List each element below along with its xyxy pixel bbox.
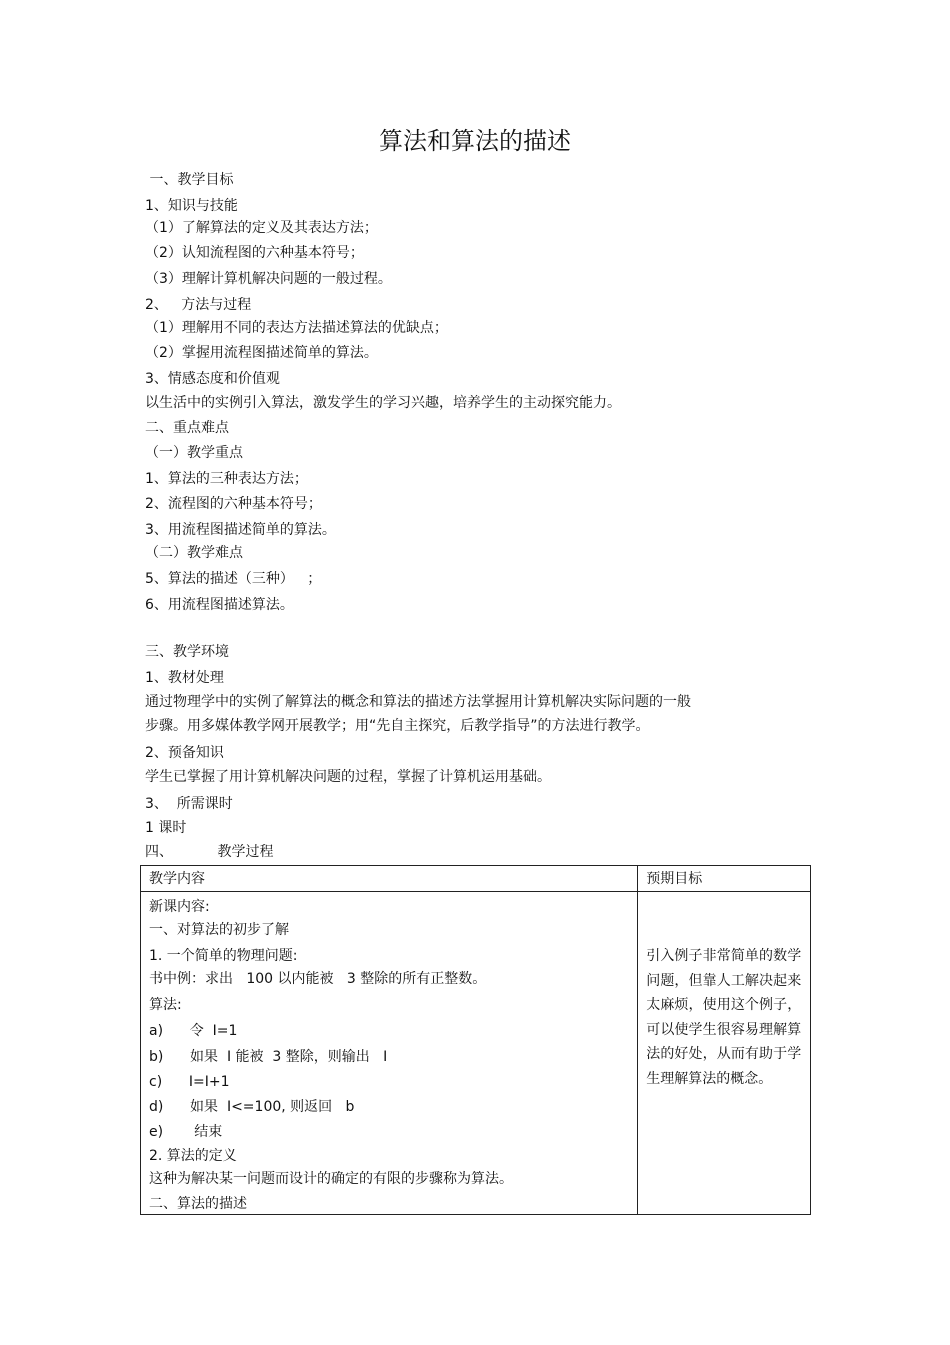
subheading-teaching-focus: （一）教学重点 [145,445,243,461]
list-item: （1）理解用不同的表达方法描述算法的优缺点； [145,320,448,336]
subheading-attitude-values: 3、情感态度和价值观 [145,371,280,387]
table-line: 这种为解决某一问题而设计的确定的有限的步骤称为算法。 [149,1171,513,1187]
section-heading-process: 四、 教学过程 [145,844,274,860]
section-heading-objectives: 一、教学目标 [145,172,234,188]
list-item: 1、算法的三种表达方法； [145,471,308,487]
subheading-methods-process: 2、 方法与过程 [145,297,252,313]
list-item: （3）理解计算机解决问题的一般过程。 [145,271,392,287]
paragraph: 以生活中的实例引入算法，激发学生的学习兴趣，培养学生的主动探究能力。 [145,395,621,411]
table-line: 一、对算法的初步了解 [149,922,289,938]
content-cell [141,892,638,1215]
header-cell-content: 教学内容 [141,866,638,892]
subheading-materials: 1、教材处理 [145,670,224,686]
paragraph: 学生已掌握了用计算机解决问题的过程，掌握了计算机运用基础。 [145,769,551,785]
goal-cell [638,892,811,1215]
table-line: a) 令 I=1 [149,1023,238,1039]
table-line: 二、算法的描述 [149,1196,247,1212]
document-title: 算法和算法的描述 [379,127,571,155]
list-item: 2、流程图的六种基本符号； [145,496,322,512]
table-line: 1. 一个简单的物理问题: [149,948,298,964]
list-item: （1）了解算法的定义及其表达方法； [145,220,378,236]
paragraph: 1 课时 [145,820,187,836]
paragraph: 通过物理学中的实例了解算法的概念和算法的描述方法掌握用计算机解决实际问题的一般 [145,694,691,710]
subheading-class-hours: 3、 所需课时 [145,796,233,812]
subheading-teaching-difficulty: （二）教学难点 [145,545,243,561]
subheading-prior-knowledge: 2、预备知识 [145,745,224,761]
table-row [141,892,811,1215]
table-line: d) 如果 I<=100, 则返回 b [149,1099,355,1115]
goal-text: 引入例子非常简单的数学问题，但靠人工解决起来太麻烦，使用这个例子，可以使学生很容易理解算法的好处，从而有助于学生理解算法的概念。 [646,948,802,1087]
paragraph: 步骤。用多媒体教学网开展教学；用“先自主探究，后教学指导”的方法进行教学。 [145,718,650,734]
header-cell-goal: 预期目标 [638,866,811,892]
table-header-row [141,866,811,892]
list-item: 6、用流程图描述算法。 [145,597,294,613]
section-heading-environment: 三、教学环境 [145,644,229,660]
table-line: 新课内容: [149,899,210,915]
list-item: （2）掌握用流程图描述简单的算法。 [145,345,378,361]
subheading-knowledge-skills: 1、知识与技能 [145,198,238,214]
table-line: 算法: [149,997,182,1013]
table-line: b) 如果 I 能被 3 整除，则输出 I [149,1049,388,1065]
table-line: 2. 算法的定义 [149,1148,237,1164]
list-item: 3、用流程图描述简单的算法。 [145,522,336,538]
table-line: 书中例：求出 100 以内能被 3 整除的所有正整数。 [149,971,487,987]
teaching-process-table [140,865,811,1215]
list-item: （2）认知流程图的六种基本符号； [145,245,364,261]
section-heading-key-points: 二、重点难点 [145,420,229,436]
table-line: c) I=I+1 [149,1074,230,1090]
list-item: 5、算法的描述（三种） ； [145,571,322,587]
table-line: e) 结束 [149,1124,223,1140]
